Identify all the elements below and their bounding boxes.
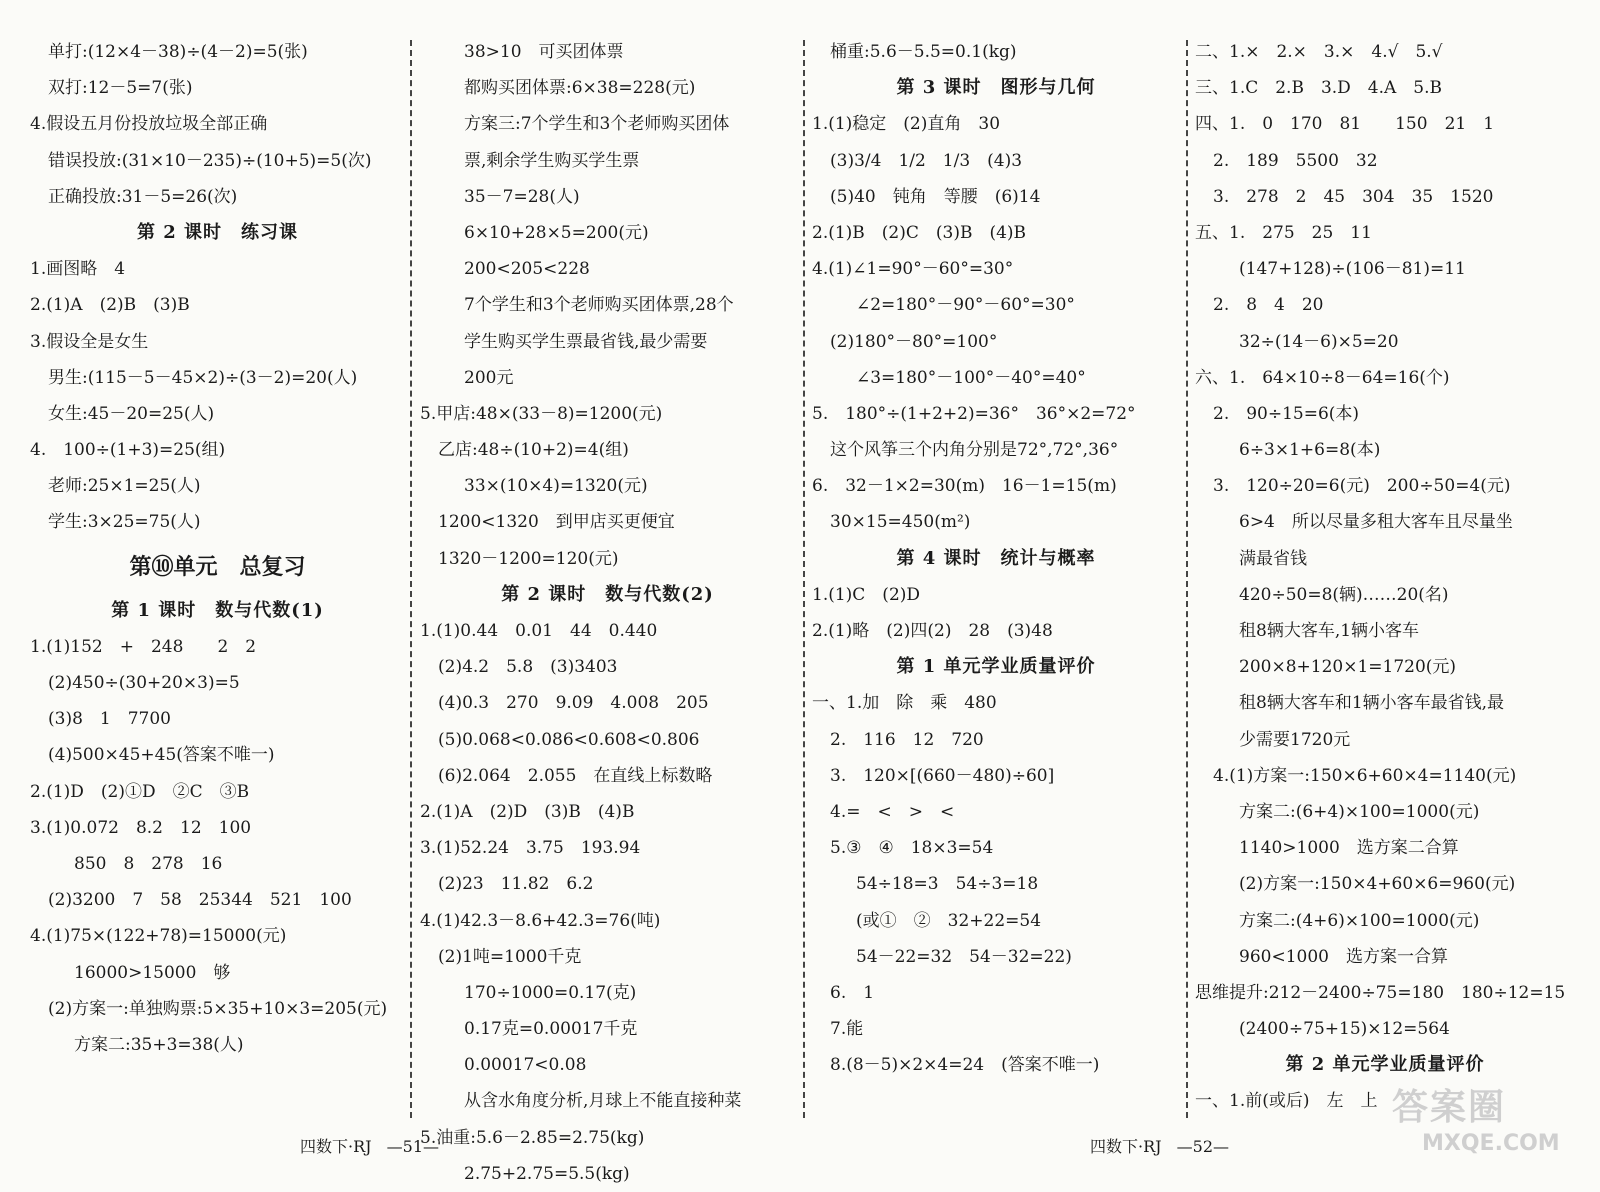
answer-line: 五、1. 275 25 11 bbox=[1195, 222, 1372, 243]
column-1 bbox=[30, 34, 405, 1063]
answer-line: 170÷1000=0.17(克) bbox=[464, 982, 637, 1003]
column-divider bbox=[410, 40, 412, 1118]
column-2 bbox=[420, 34, 795, 1192]
column-divider bbox=[803, 40, 805, 1118]
answer-line: (2)450÷(30+20×3)=5 bbox=[48, 673, 240, 693]
answer-line: 4.= < > < bbox=[830, 801, 955, 822]
answer-line: 2.(1)B (2)C (3)B (4)B bbox=[812, 222, 1027, 243]
answer-line: 第 2 单元学业质量评价 bbox=[1285, 1054, 1485, 1076]
answer-line: 3. 120÷20=6(元) 200÷50=4(元) bbox=[1213, 476, 1511, 497]
footer-label: 四数下·RJ bbox=[1090, 1137, 1162, 1156]
answer-line: 票,剩余学生购买学生票 bbox=[464, 150, 640, 171]
answer-line: 3.(1)0.072 8.2 12 100 bbox=[30, 817, 252, 838]
answer-line: 双打:12－5=7(张) bbox=[48, 78, 193, 99]
footer-right bbox=[1090, 1134, 1229, 1157]
answer-line: ∠3=180°－100°－40°=40° bbox=[856, 367, 1086, 388]
answer-line: 6. 32－1×2=30(m) 16－1=15(m) bbox=[812, 476, 1117, 497]
answer-line: 200元 bbox=[464, 367, 514, 388]
answer-line: 1200<1320 到甲店买更便宜 bbox=[438, 512, 675, 533]
answer-line: 54－22=32 54－32=22) bbox=[856, 946, 1072, 967]
answer-line: 2. 189 5500 32 bbox=[1213, 150, 1378, 171]
answer-line: 六、1. 64×10÷8－64=16(个) bbox=[1195, 367, 1450, 388]
answer-line: 2.(1)略 (2)四(2) 28 (3)48 bbox=[812, 621, 1053, 641]
answer-line: 2. 90÷15=6(本) bbox=[1213, 403, 1360, 424]
answer-line: 少需要1720元 bbox=[1239, 729, 1351, 750]
answer-line: 4.(1)∠1=90°－60°=30° bbox=[812, 259, 1014, 280]
answer-line: 54÷18=3 54÷3=18 bbox=[856, 874, 1039, 895]
answer-line: 35－7=28(人) bbox=[464, 186, 580, 207]
footer-page-number: —52— bbox=[1176, 1137, 1230, 1156]
answer-line: 6×10+28×5=200(元) bbox=[464, 222, 649, 243]
answer-line: 3.(1)52.24 3.75 193.94 bbox=[420, 838, 641, 859]
answer-line: 这个风筝三个内角分别是72°,72°,36° bbox=[830, 440, 1119, 461]
answer-line: 6÷3×1+6=8(本) bbox=[1239, 440, 1381, 461]
answer-line: (4)0.3 270 9.09 4.008 205 bbox=[438, 693, 709, 714]
answer-line: 1.画图略 4 bbox=[30, 259, 126, 280]
answer-line: 5.甲店:48×(33－8)=1200(元) bbox=[420, 403, 663, 424]
footer-label: 四数下·RJ bbox=[300, 1137, 372, 1156]
answer-line: (5)0.068<0.086<0.608<0.806 bbox=[438, 729, 700, 750]
answer-line: 200×8+120×1=1720(元) bbox=[1239, 657, 1457, 678]
answer-line: 租8辆大客车和1辆小客车最省钱,最 bbox=[1239, 693, 1505, 714]
answer-line: ∠2=180°－90°－60°=30° bbox=[856, 295, 1075, 316]
answer-line: (2)180°－80°=100° bbox=[830, 331, 998, 352]
answer-line: 方案二:35+3=38(人) bbox=[74, 1034, 244, 1055]
answer-line: 2.75+2.75=5.5(kg) bbox=[464, 1163, 630, 1184]
answer-line: 方案三:7个学生和3个老师购买团体 bbox=[464, 114, 730, 135]
answer-line: 一、1.加 除 乘 480 bbox=[812, 693, 997, 714]
column-4 bbox=[1195, 34, 1575, 1120]
answer-line: 一、1.前(或后) 左 上 bbox=[1195, 1091, 1378, 1112]
answer-line: 32÷(14－6)×5=20 bbox=[1239, 331, 1399, 352]
answer-line: 3. 278 2 45 304 35 1520 bbox=[1213, 186, 1494, 207]
answer-line: 5.油重:5.6－2.85=2.75(kg) bbox=[420, 1127, 645, 1148]
answer-line: (3)3/4 1/2 1/3 (4)3 bbox=[830, 150, 1023, 171]
answer-line: 学生购买学生票最省钱,最少需要 bbox=[464, 331, 708, 352]
answer-line: (或① ② 32+22=54 bbox=[856, 910, 1042, 931]
answer-line: 第 1 课时 数与代数(1) bbox=[111, 599, 324, 621]
watermark-text: 答案圈 bbox=[1392, 1087, 1507, 1128]
watermark-logo bbox=[1392, 1086, 1560, 1158]
answer-line: (2)23 11.82 6.2 bbox=[438, 874, 594, 895]
answer-line: 第 1 单元学业质量评价 bbox=[896, 656, 1096, 678]
answer-line: (4)500×45+45(答案不唯一) bbox=[48, 745, 275, 766]
answer-line: (2)1吨=1000千克 bbox=[438, 946, 582, 967]
answer-line: (6)2.064 2.055 在直线上标数略 bbox=[438, 765, 713, 786]
answer-line: 7.能 bbox=[830, 1019, 864, 1040]
answer-line: (2)3200 7 58 25344 521 100 bbox=[48, 890, 352, 911]
column-3 bbox=[812, 34, 1180, 1083]
answer-line: 都购买团体票:6×38=228(元) bbox=[464, 78, 696, 99]
answer-line: 第 2 课时 练习课 bbox=[136, 221, 299, 243]
answer-line: 1140>1000 选方案二合算 bbox=[1239, 838, 1459, 859]
answer-line: 4.(1)方案一:150×6+60×4=1140(元) bbox=[1213, 765, 1517, 786]
answer-line: 四、1. 0 170 81 150 21 1 bbox=[1195, 114, 1495, 135]
answer-line: 第 2 课时 数与代数(2) bbox=[501, 583, 714, 605]
answer-line: 2.(1)A (2)B (3)B bbox=[30, 295, 190, 316]
answer-line: 960<1000 选方案一合算 bbox=[1239, 946, 1448, 967]
answer-line: (2)方案一:150×4+60×6=960(元) bbox=[1239, 874, 1516, 895]
answer-line: 6>4 所以尽量多租大客车且尽量坐 bbox=[1239, 512, 1513, 533]
answer-line: 学生:3×25=75(人) bbox=[48, 512, 201, 533]
answer-line: 满最省钱 bbox=[1239, 548, 1307, 569]
answer-line: 1.(1)0.44 0.01 44 0.440 bbox=[420, 621, 658, 641]
answer-line: 正确投放:31－5=26(次) bbox=[48, 186, 238, 207]
answer-line: 1.(1)C (2)D bbox=[812, 584, 921, 605]
answer-line: (2)方案一:单独购票:5×35+10×3=205(元) bbox=[48, 998, 388, 1019]
answer-line: 5. 180°÷(1+2+2)=36° 36°×2=72° bbox=[812, 403, 1136, 424]
answer-line: (2)4.2 5.8 (3)3403 bbox=[438, 657, 618, 678]
answer-line: 0.00017<0.08 bbox=[464, 1055, 587, 1076]
answer-line: 6. 1 bbox=[830, 982, 875, 1003]
answer-line: 错误投放:(31×10－235)÷(10+5)=5(次) bbox=[48, 150, 372, 171]
answer-line: 方案二:(6+4)×100=1000(元) bbox=[1239, 801, 1480, 822]
footer-left bbox=[300, 1134, 439, 1157]
answer-line: (3)8 1 7700 bbox=[48, 709, 171, 730]
watermark-url: MXQE.COM bbox=[1422, 1131, 1560, 1156]
answer-line: 8.(8－5)×2×4=24 (答案不唯一) bbox=[830, 1055, 1100, 1076]
answer-line: 1320－1200=120(元) bbox=[438, 548, 619, 569]
answer-line: (2400÷75+15)×12=564 bbox=[1239, 1019, 1450, 1040]
answer-line: 女生:45－20=25(人) bbox=[48, 403, 215, 424]
answer-line: 38>10 可买团体票 bbox=[464, 42, 624, 62]
answer-line: 第 3 课时 图形与几何 bbox=[896, 77, 1096, 99]
answer-line: 2. 8 4 20 bbox=[1213, 295, 1324, 316]
answer-line: 三、1.C 2.B 3.D 4.A 5.B bbox=[1195, 78, 1442, 99]
answer-line: 租8辆大客车,1辆小客车 bbox=[1239, 621, 1420, 641]
answer-line: 二、1.× 2.× 3.× 4.√ 5.√ bbox=[1195, 42, 1443, 62]
answer-line: 0.17克=0.00017千克 bbox=[464, 1019, 638, 1040]
answer-line: 乙店:48÷(10+2)=4(组) bbox=[438, 440, 629, 461]
answer-line: 2.(1)D (2)①D ②C ③B bbox=[30, 781, 250, 802]
footer-page-number: —51— bbox=[386, 1137, 440, 1156]
answer-line: 男生:(115－5－45×2)÷(3－2)=20(人) bbox=[48, 367, 358, 388]
answer-line: 3.假设全是女生 bbox=[30, 331, 149, 352]
answer-line: 单打:(12×4－38)÷(4－2)=5(张) bbox=[48, 42, 308, 62]
answer-line: 30×15=450(m²) bbox=[830, 512, 971, 533]
answer-line: 桶重:5.6－5.5=0.1(kg) bbox=[830, 42, 1017, 62]
answer-line: (147+128)÷(106－81)=11 bbox=[1239, 259, 1466, 280]
answer-line: 2.(1)A (2)D (3)B (4)B bbox=[420, 801, 635, 822]
answer-line: 3. 120×[(660－480)÷60] bbox=[830, 765, 1055, 786]
answer-line: 从含水角度分析,月球上不能直接种菜 bbox=[464, 1091, 742, 1112]
answer-line: 2. 116 12 720 bbox=[830, 729, 984, 750]
answer-line: 850 8 278 16 bbox=[74, 853, 223, 874]
answer-line: 老师:25×1=25(人) bbox=[48, 476, 201, 497]
answer-line: 16000>15000 够 bbox=[74, 962, 231, 983]
section-heading: 第⑩单元 总复习 bbox=[129, 553, 306, 580]
answer-line: 1.(1)152 + 248 2 2 bbox=[30, 636, 257, 657]
answer-line: 7个学生和3个老师购买团体票,28个 bbox=[464, 295, 734, 316]
column-divider bbox=[1186, 40, 1188, 1118]
answer-line: 4.假设五月份投放垃圾全部正确 bbox=[30, 114, 268, 135]
answer-line: (5)40 钝角 等腰 (6)14 bbox=[830, 186, 1041, 207]
answer-line: 4. 100÷(1+3)=25(组) bbox=[30, 440, 226, 461]
answer-line: 5.③ ④ 18×3=54 bbox=[830, 838, 994, 859]
answer-line: 4.(1)75×(122+78)=15000(元) bbox=[30, 926, 287, 947]
answer-line: 420÷50=8(辆)……20(名) bbox=[1239, 584, 1449, 605]
answer-line: 第 4 课时 统计与概率 bbox=[896, 547, 1096, 569]
answer-line: 4.(1)42.3－8.6+42.3=76(吨) bbox=[420, 910, 661, 931]
answer-line: 方案二:(4+6)×100=1000(元) bbox=[1239, 910, 1480, 931]
answer-line: 思维提升:212－2400÷75=180 180÷12=15 bbox=[1195, 982, 1566, 1003]
answer-line: 33×(10×4)=1320(元) bbox=[464, 476, 648, 497]
answer-line: 1.(1)稳定 (2)直角 30 bbox=[812, 114, 1001, 135]
answer-line: 200<205<228 bbox=[464, 259, 590, 280]
